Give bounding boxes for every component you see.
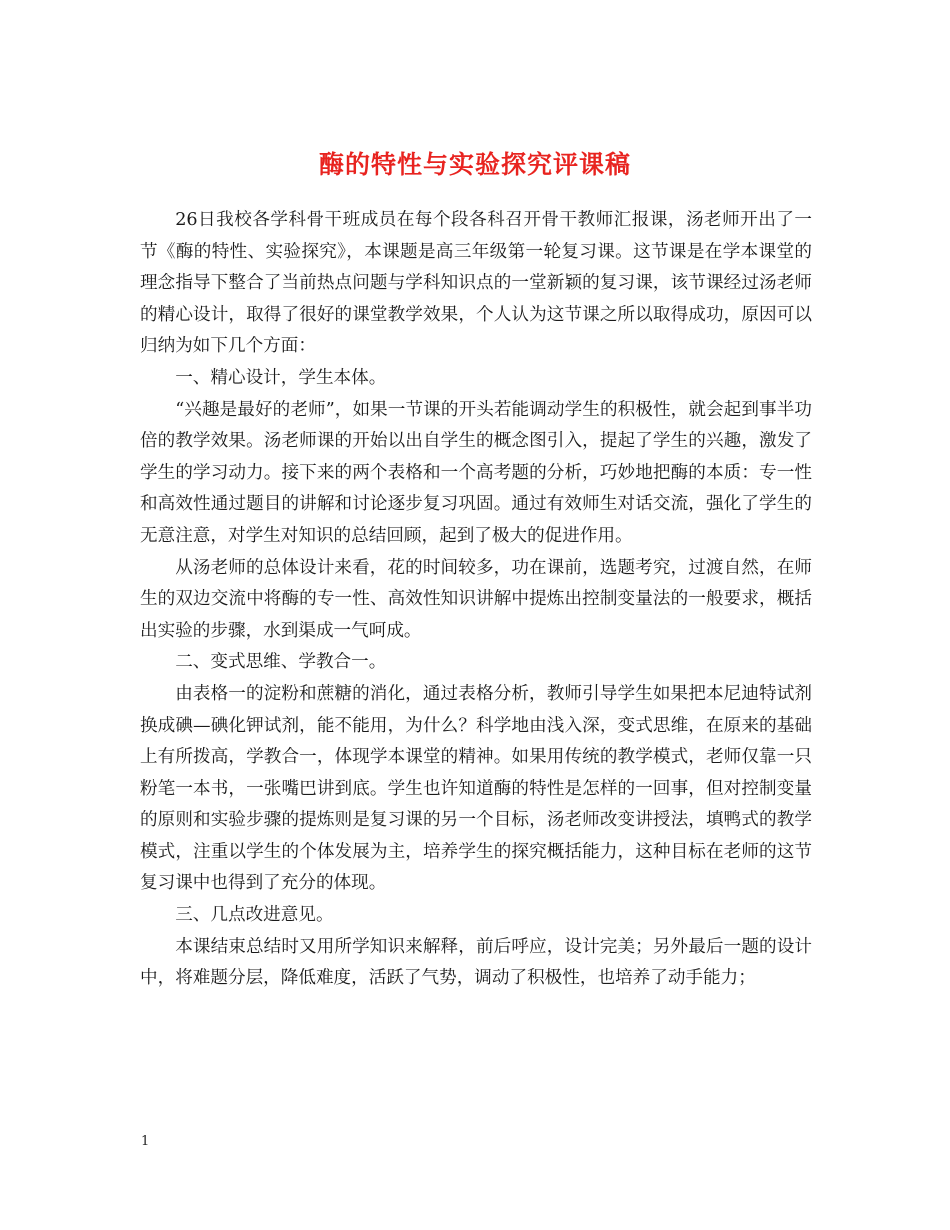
page-number: 1 (141, 1134, 150, 1149)
paragraph-interest: “兴趣是最好的老师”，如果一节课的开头若能调动学生的积极性，就会起到事半功倍的教学效果。汤老师课的开始以出自学生的概念图引入，提起了学生的兴趣，激发了学生的学习动力。接下来的两个表格和一个高考题的分析，巧妙地把酶的本质：专一性和高效性通过题目的讲解和讨论逐步复习巩固。通过有效师生对话交流，强化了学生的无意注意，对学生对知识的总结回顾，起到了极大的促进作用。 (140, 399, 812, 546)
section-heading-1: 一、精心设计，学生本体。 (175, 367, 387, 388)
section-heading-2: 二、变式思维、学教合一。 (175, 652, 387, 673)
paragraph-variant-thinking: 由表格一的淀粉和蔗糖的消化，通过表格分析，教师引导学生如果把本尼迪特试剂换成碘—碘化钾试剂，能不能用，为什么？科学地由浅入深，变式思维，在原来的基础上有所拨高，学教合一，体现学本课堂的精神。如果用传统的教学模式，老师仅靠一只粉笔一本书，一张嘴巴讲到底。学生也许知道酶的特性是怎样的一回事，但对控制变量的原则和实验步骤的提炼则是复习课的另一个目标，汤老师改变讲授法，填鸭式的教学模式，注重以学生的个体发展为主，培养学生的探究概括能力，这种目标在老师的这节复习课中也得到了充分的体现。 (140, 683, 812, 894)
document-body (140, 205, 812, 995)
document-title: 酶的特性与实验探究评课稿 (318, 149, 631, 179)
section-heading-3: 三、几点改进意见。 (175, 905, 334, 926)
paragraph-intro: 26日我校各学科骨干班成员在每个段各科召开骨干教师汇报课，汤老师开出了一节《酶的特性、实验探究》，本课题是高三年级第一轮复习课。这节课是在学本课堂的理念指导下整合了当前热点问题与学科知识点的一堂新颖的复习课，该节课经过汤老师的精心设计，取得了很好的课堂教学效果，个人认为这节课之所以取得成功，原因可以归纳为如下几个方面： (140, 210, 812, 357)
paragraph-design: 从汤老师的总体设计来看，花的时间较多，功在课前，选题考究，过渡自然，在师生的双边交流中将酶的专一性、高效性知识讲解中提炼出控制变量法的一般要求，概括出实验的步骤，水到渠成一气呵成。 (140, 557, 812, 641)
paragraph-improvements: 本课结束总结时又用所学知识来解释，前后呼应，设计完美；另外最后一题的设计中，将难题分层，降低难度，活跃了气势，调动了积极性，也培养了动手能力； (140, 936, 812, 989)
